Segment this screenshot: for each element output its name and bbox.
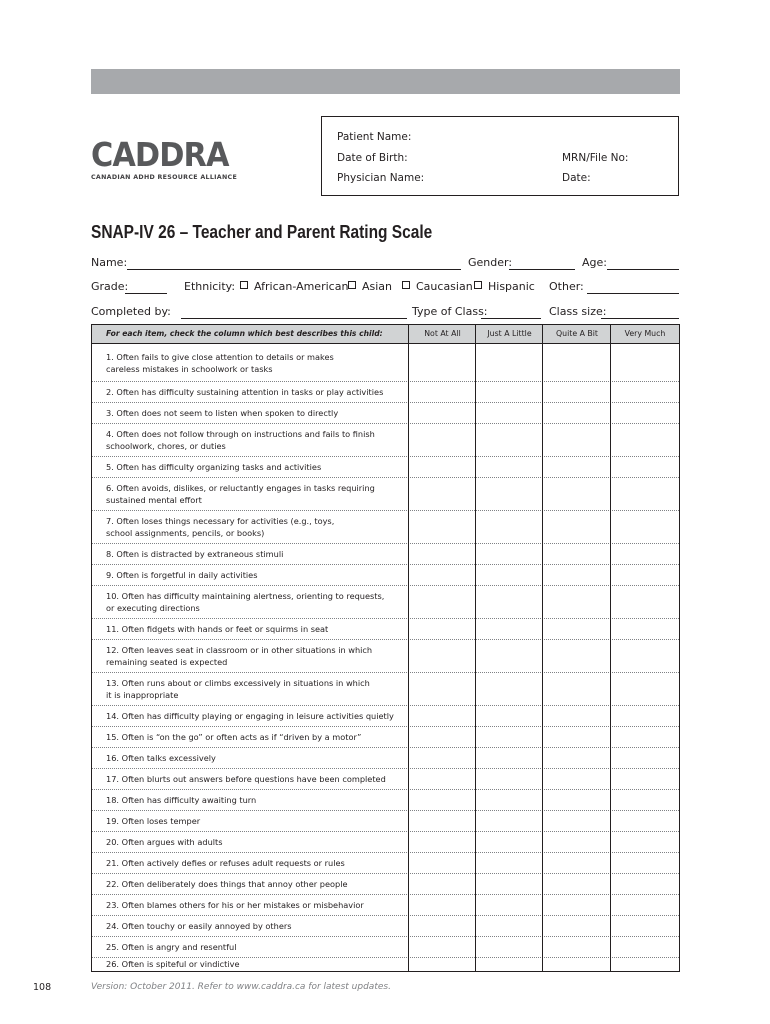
column-quite-a-bit: Quite A Bit (556, 329, 598, 338)
date-of-birth-label: Date of Birth: (337, 152, 408, 164)
completed-by-label: Completed by: (91, 305, 171, 318)
item-text: 17. Often blurts out answers before questions have been completed (106, 774, 386, 784)
cell-not-at-all[interactable] (409, 640, 475, 672)
cell-just-a-little[interactable] (476, 511, 542, 543)
item-text: 25. Often is angry and resentful (106, 942, 237, 952)
physician-name-label: Physician Name: (337, 172, 425, 184)
cell-very-much[interactable] (611, 565, 679, 585)
item-text: 14. Often has difficulty playing or engaging in leisure activities quietly (106, 711, 394, 721)
table-row (92, 457, 679, 478)
cell-not-at-all[interactable] (409, 916, 475, 936)
table-row (92, 916, 679, 937)
cell-very-much[interactable] (611, 640, 679, 672)
other-label: Other: (549, 280, 584, 293)
item-text: 22. Often deliberately does things that annoy other people (106, 879, 348, 889)
table-row (92, 382, 679, 403)
cell-quite-a-bit[interactable] (543, 673, 610, 705)
cell-just-a-little[interactable] (476, 403, 542, 423)
cell-not-at-all[interactable] (409, 832, 475, 852)
date-label: Date: (562, 172, 591, 184)
item-text: 2. Often has difficulty sustaining attention in tasks or play activities (106, 387, 384, 397)
table-row (92, 937, 679, 958)
cell-quite-a-bit[interactable] (543, 874, 610, 894)
cell-just-a-little[interactable] (476, 382, 542, 402)
item-text: 24. Often touchy or easily annoyed by others (106, 921, 292, 931)
table-row (92, 874, 679, 895)
cell-very-much[interactable] (611, 424, 679, 456)
cell-just-a-little[interactable] (476, 673, 542, 705)
cell-quite-a-bit[interactable] (543, 344, 610, 381)
cell-very-much[interactable] (611, 958, 679, 971)
cell-very-much[interactable] (611, 706, 679, 726)
table-row (92, 790, 679, 811)
table-header (92, 325, 679, 344)
item-text: 23. Often blames others for his or her mistakes or misbehavior (106, 900, 364, 910)
cell-just-a-little[interactable] (476, 895, 542, 915)
table-row (92, 344, 679, 382)
column-divider (475, 325, 476, 971)
cell-just-a-little[interactable] (476, 790, 542, 810)
cell-very-much[interactable] (611, 769, 679, 789)
gender-label: Gender: (468, 256, 513, 269)
other-field[interactable] (587, 293, 679, 294)
cell-not-at-all[interactable] (409, 382, 475, 402)
table-row (92, 958, 679, 971)
cell-quite-a-bit[interactable] (543, 457, 610, 477)
mrn-label: MRN/File No: (562, 152, 629, 164)
item-text: 6. Often avoids, dislikes, or reluctantly engages in tasks requiring sustained mental effort (106, 483, 375, 505)
table-row (92, 544, 679, 565)
cell-just-a-little[interactable] (476, 832, 542, 852)
completed-by-row (91, 305, 680, 323)
cell-just-a-little[interactable] (476, 619, 542, 639)
gender-field[interactable] (509, 269, 575, 270)
cell-not-at-all[interactable] (409, 403, 475, 423)
ethnicity-option-asian[interactable]: Asian (348, 280, 392, 293)
table-row (92, 727, 679, 748)
item-text: 4. Often does not follow through on instructions and fails to finish schoolwork, chores, or duties (106, 429, 375, 451)
table-row (92, 769, 679, 790)
table-instruction: For each item, check the column which best describes this child: (106, 329, 383, 338)
cell-very-much[interactable] (611, 790, 679, 810)
rating-table (91, 324, 680, 972)
column-divider (542, 325, 543, 971)
cell-not-at-all[interactable] (409, 937, 475, 957)
table-row (92, 895, 679, 916)
caddra-logo (91, 135, 238, 185)
cell-very-much[interactable] (611, 727, 679, 747)
table-row (92, 403, 679, 424)
table-row (92, 478, 679, 511)
age-label: Age: (582, 256, 607, 269)
cell-quite-a-bit[interactable] (543, 706, 610, 726)
column-divider (408, 325, 409, 971)
patient-name-label: Patient Name: (337, 131, 412, 143)
grade-ethnicity-row (91, 280, 680, 298)
name-field[interactable] (127, 269, 461, 270)
completed-by-field[interactable] (181, 318, 407, 319)
type-of-class-label: Type of Class: (412, 305, 488, 318)
column-divider (610, 325, 611, 971)
ethnicity-label: Ethnicity: (184, 280, 236, 293)
cell-just-a-little[interactable] (476, 769, 542, 789)
cell-quite-a-bit[interactable] (543, 937, 610, 957)
cell-very-much[interactable] (611, 457, 679, 477)
cell-quite-a-bit[interactable] (543, 958, 610, 971)
cell-just-a-little[interactable] (476, 811, 542, 831)
cell-quite-a-bit[interactable] (543, 832, 610, 852)
cell-not-at-all[interactable] (409, 424, 475, 456)
item-text: 19. Often loses temper (106, 816, 201, 826)
grade-label: Grade: (91, 280, 129, 293)
cell-not-at-all[interactable] (409, 619, 475, 639)
cell-just-a-little[interactable] (476, 727, 542, 747)
item-text: 7. Often loses things necessary for activities (e.g., toys, school assignments, pencils, or books) (106, 516, 335, 538)
cell-very-much[interactable] (611, 895, 679, 915)
cell-quite-a-bit[interactable] (543, 586, 610, 618)
logo-wordmark: CADDRA (91, 135, 229, 174)
cell-very-much[interactable] (611, 748, 679, 768)
cell-just-a-little[interactable] (476, 544, 542, 564)
cell-very-much[interactable] (611, 544, 679, 564)
cell-not-at-all[interactable] (409, 565, 475, 585)
cell-very-much[interactable] (611, 382, 679, 402)
cell-quite-a-bit[interactable] (543, 640, 610, 672)
cell-quite-a-bit[interactable] (543, 565, 610, 585)
item-text: 26. Often is spiteful or vindictive (106, 959, 240, 969)
cell-not-at-all[interactable] (409, 457, 475, 477)
column-very-much: Very Much (624, 329, 666, 338)
table-row (92, 811, 679, 832)
table-row (92, 511, 679, 544)
cell-very-much[interactable] (611, 832, 679, 852)
cell-very-much[interactable] (611, 403, 679, 423)
table-row (92, 853, 679, 874)
cell-not-at-all[interactable] (409, 790, 475, 810)
column-just-a-little: Just A Little (487, 329, 532, 338)
cell-not-at-all[interactable] (409, 344, 475, 381)
name-gender-age-row (91, 256, 680, 274)
item-text: 12. Often leaves seat in classroom or in other situations in which remaining seated is expected (106, 645, 373, 667)
cell-quite-a-bit[interactable] (543, 916, 610, 936)
ethnicity-option-caucasian[interactable]: Caucasian (402, 280, 473, 293)
cell-just-a-little[interactable] (476, 958, 542, 971)
cell-not-at-all[interactable] (409, 706, 475, 726)
cell-just-a-little[interactable] (476, 937, 542, 957)
column-not-at-all: Not At All (424, 329, 461, 338)
version-footer: Version: October 2011. Refer to www.caddra.ca for latest updates. (91, 982, 391, 992)
page-title: SNAP-IV 26 – Teacher and Parent Rating Scale (91, 222, 433, 242)
item-text: 11. Often fidgets with hands or feet or squirms in seat (106, 624, 329, 634)
patient-info-box (321, 116, 679, 196)
cell-very-much[interactable] (611, 811, 679, 831)
cell-just-a-little[interactable] (476, 874, 542, 894)
cell-just-a-little[interactable] (476, 586, 542, 618)
item-text: 5. Often has difficulty organizing tasks and activities (106, 462, 322, 472)
table-row (92, 673, 679, 706)
ethnicity-option-hispanic[interactable]: Hispanic (474, 280, 535, 293)
cell-not-at-all[interactable] (409, 511, 475, 543)
checkbox-icon (402, 281, 410, 289)
cell-just-a-little[interactable] (476, 478, 542, 510)
cell-very-much[interactable] (611, 874, 679, 894)
cell-very-much[interactable] (611, 853, 679, 873)
cell-very-much[interactable] (611, 344, 679, 381)
cell-not-at-all[interactable] (409, 727, 475, 747)
cell-not-at-all[interactable] (409, 811, 475, 831)
item-text: 1. Often fails to give close attention to details or makes careless mistakes in schoolwork or tasks (106, 352, 334, 374)
item-text: 9. Often is forgetful in daily activities (106, 570, 258, 580)
cell-not-at-all[interactable] (409, 853, 475, 873)
ethnicity-option-african-american[interactable]: African-American (240, 280, 348, 293)
table-row (92, 706, 679, 727)
item-text: 13. Often runs about or climbs excessively in situations in which it is inappropriate (106, 678, 370, 700)
cell-very-much[interactable] (611, 586, 679, 618)
cell-just-a-little[interactable] (476, 344, 542, 381)
cell-very-much[interactable] (611, 619, 679, 639)
item-text: 21. Often actively defies or refuses adult requests or rules (106, 858, 345, 868)
cell-not-at-all[interactable] (409, 544, 475, 564)
cell-very-much[interactable] (611, 673, 679, 705)
cell-just-a-little[interactable] (476, 853, 542, 873)
item-text: 16. Often talks excessively (106, 753, 216, 763)
age-field[interactable] (607, 269, 679, 270)
cell-just-a-little[interactable] (476, 565, 542, 585)
cell-not-at-all[interactable] (409, 874, 475, 894)
table-row (92, 748, 679, 769)
cell-just-a-little[interactable] (476, 916, 542, 936)
cell-quite-a-bit[interactable] (543, 811, 610, 831)
cell-quite-a-bit[interactable] (543, 619, 610, 639)
class-size-field[interactable] (601, 318, 679, 319)
cell-just-a-little[interactable] (476, 748, 542, 768)
cell-not-at-all[interactable] (409, 748, 475, 768)
class-size-label: Class size: (549, 305, 607, 318)
cell-not-at-all[interactable] (409, 895, 475, 915)
type-of-class-field[interactable] (481, 318, 541, 319)
cell-quite-a-bit[interactable] (543, 790, 610, 810)
cell-quite-a-bit[interactable] (543, 403, 610, 423)
cell-very-much[interactable] (611, 937, 679, 957)
cell-quite-a-bit[interactable] (543, 382, 610, 402)
item-text: 8. Often is distracted by extraneous stimuli (106, 549, 284, 559)
cell-quite-a-bit[interactable] (543, 895, 610, 915)
logo-tagline: CANADIAN ADHD RESOURCE ALLIANCE (91, 174, 238, 181)
item-text: 20. Often argues with adults (106, 837, 223, 847)
page-number: 108 (33, 982, 52, 993)
item-text: 18. Often has difficulty awaiting turn (106, 795, 257, 805)
header-bar (91, 69, 680, 94)
table-row (92, 640, 679, 673)
cell-not-at-all[interactable] (409, 958, 475, 971)
checkbox-icon (240, 281, 248, 289)
checkbox-icon (474, 281, 482, 289)
checkbox-icon (348, 281, 356, 289)
cell-quite-a-bit[interactable] (543, 853, 610, 873)
cell-not-at-all[interactable] (409, 478, 475, 510)
table-row (92, 586, 679, 619)
cell-quite-a-bit[interactable] (543, 511, 610, 543)
cell-quite-a-bit[interactable] (543, 748, 610, 768)
cell-very-much[interactable] (611, 916, 679, 936)
item-text: 15. Often is “on the go” or often acts as if “driven by a motor” (106, 732, 362, 742)
name-label: Name: (91, 256, 128, 269)
cell-quite-a-bit[interactable] (543, 424, 610, 456)
item-text: 3. Often does not seem to listen when spoken to directly (106, 408, 339, 418)
cell-quite-a-bit[interactable] (543, 727, 610, 747)
cell-not-at-all[interactable] (409, 586, 475, 618)
cell-quite-a-bit[interactable] (543, 769, 610, 789)
table-row (92, 565, 679, 586)
cell-very-much[interactable] (611, 478, 679, 510)
table-row (92, 832, 679, 853)
cell-just-a-little[interactable] (476, 457, 542, 477)
cell-not-at-all[interactable] (409, 673, 475, 705)
cell-quite-a-bit[interactable] (543, 478, 610, 510)
cell-just-a-little[interactable] (476, 424, 542, 456)
cell-very-much[interactable] (611, 511, 679, 543)
item-text: 10. Often has difficulty maintaining alertness, orienting to requests, or executing directions (106, 591, 385, 613)
cell-just-a-little[interactable] (476, 640, 542, 672)
cell-just-a-little[interactable] (476, 706, 542, 726)
table-row (92, 424, 679, 457)
cell-not-at-all[interactable] (409, 769, 475, 789)
table-row (92, 619, 679, 640)
grade-field[interactable] (125, 293, 167, 294)
cell-quite-a-bit[interactable] (543, 544, 610, 564)
